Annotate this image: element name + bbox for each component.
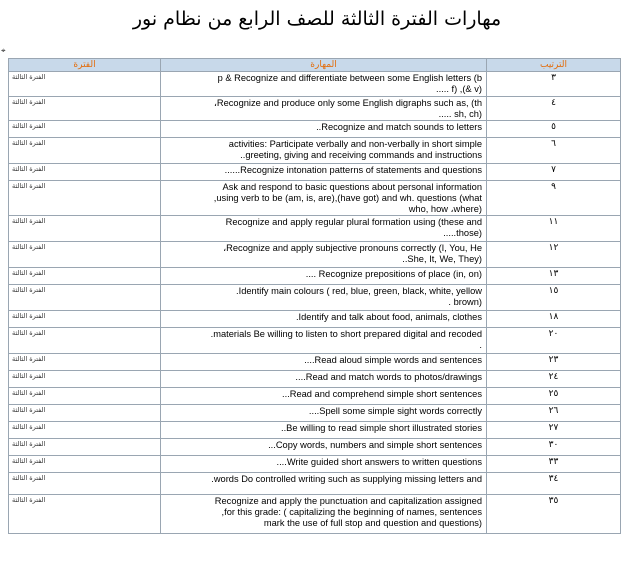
skill-cell (161, 97, 487, 121)
order-cell: ٢٤ (487, 371, 621, 388)
skill-line: Ask and respond to basic questions about personal information (222, 182, 482, 192)
table-row (9, 138, 621, 164)
skill-line: Recognize and produce only some English digraphs such as, (th، (213, 98, 482, 108)
skill-line: (sh, ch ..... (438, 109, 482, 119)
period-cell: الفترة الثالثة (9, 456, 161, 473)
period-cell: الفترة الثالثة (9, 97, 161, 121)
order-cell: ٥ (487, 121, 621, 138)
table-row (9, 72, 621, 97)
period-cell: الفترة الثالثة (9, 72, 161, 97)
header-period: الفترة (9, 59, 161, 72)
period-cell: الفترة الثالثة (9, 439, 161, 456)
order-cell: ٢٦ (487, 405, 621, 422)
period-cell: الفترة الثالثة (9, 354, 161, 371)
table-row (9, 405, 621, 422)
skill-line: Identify main colours ( red, blue, green, black, white, yellow. (236, 286, 482, 296)
table-row (9, 456, 621, 473)
skill-line: . (479, 340, 482, 350)
skill-cell (161, 328, 487, 354)
order-cell: ٣٥ (487, 495, 621, 534)
skill-line: (She, It, We, They.. (402, 254, 482, 264)
skill-line: p & Recognize and differentiate between some English letters (b (217, 73, 482, 83)
order-cell: ١٥ (487, 285, 621, 311)
skill-cell (161, 495, 487, 534)
skill-line: Recognize and apply regular plural formation using (these and (225, 217, 482, 227)
order-cell: ٤ (487, 97, 621, 121)
order-cell: ١٨ (487, 311, 621, 328)
order-cell: ١١ (487, 216, 621, 242)
table-row (9, 473, 621, 495)
order-cell: ٢٠ (487, 328, 621, 354)
table-row (9, 242, 621, 268)
table-header-row (9, 59, 621, 72)
skill-cell (161, 311, 487, 328)
skill-cell (161, 164, 487, 181)
table-row (9, 268, 621, 285)
period-cell: الفترة الثالثة (9, 371, 161, 388)
table-row (9, 354, 621, 371)
skill-cell (161, 216, 487, 242)
skill-line: Recognize intonation patterns of statements and questions...... (224, 165, 482, 175)
skill-line: Spell some simple sight words correctly.... (308, 406, 482, 416)
skill-cell (161, 439, 487, 456)
skill-cell (161, 473, 487, 495)
skill-cell (161, 456, 487, 473)
period-cell: الفترة الثالثة (9, 495, 161, 534)
skill-cell (161, 138, 487, 164)
skill-line: Be willing to read simple short illustrated stories.. (280, 423, 482, 433)
table-row (9, 311, 621, 328)
skill-line: for this grade: ( capitalizing the beginning of names, sentences, (221, 507, 482, 517)
period-cell: الفترة الثالثة (9, 181, 161, 216)
skill-line: greeting, giving and receiving commands and instructions.. (240, 150, 482, 160)
period-cell: الفترة الثالثة (9, 216, 161, 242)
order-cell: ٢٥ (487, 388, 621, 405)
skill-cell (161, 181, 487, 216)
skill-line: using verb to be (am, is, are),(have got) and wh. questions (what, (213, 193, 482, 203)
table-body (9, 72, 621, 534)
order-cell: ٣٣ (487, 456, 621, 473)
period-cell: الفترة الثالثة (9, 164, 161, 181)
order-cell: ٢٧ (487, 422, 621, 439)
skill-line: Recognize and apply the punctuation and capitalization assigned (214, 496, 482, 506)
period-cell: الفترة الثالثة (9, 242, 161, 268)
skill-line: (mark the use of full stop and question and questions (263, 518, 482, 528)
skill-line: (those..... (443, 228, 482, 238)
table-row (9, 439, 621, 456)
order-cell: ٩ (487, 181, 621, 216)
skill-cell (161, 242, 487, 268)
order-cell: ٧ (487, 164, 621, 181)
period-cell: الفترة الثالثة (9, 268, 161, 285)
order-cell: ٣٤ (487, 473, 621, 495)
skill-line: Identify and talk about food, animals, clothes. (295, 312, 482, 322)
header-order: الترتيب (487, 59, 621, 72)
order-cell: ٣ (487, 72, 621, 97)
skill-cell (161, 371, 487, 388)
period-cell: الفترة الثالثة (9, 311, 161, 328)
skill-line: (v &), (f ..... (435, 84, 482, 94)
skill-cell (161, 388, 487, 405)
period-cell: الفترة الثالثة (9, 121, 161, 138)
skill-cell (161, 354, 487, 371)
skills-table (8, 58, 621, 534)
header-skill: المهارة (161, 59, 487, 72)
table-row (9, 388, 621, 405)
skill-line: Recognize and match sounds to letters.. (316, 122, 482, 132)
skill-line: Read and match words to photos/drawings.... (295, 372, 482, 382)
table-row (9, 181, 621, 216)
table-row (9, 371, 621, 388)
table-row (9, 495, 621, 534)
order-cell: ١٣ (487, 268, 621, 285)
table-row (9, 121, 621, 138)
period-cell: الفترة الثالثة (9, 285, 161, 311)
table-row (9, 164, 621, 181)
skill-cell (161, 422, 487, 439)
period-cell: الفترة الثالثة (9, 328, 161, 354)
table-row (9, 216, 621, 242)
period-cell: الفترة الثالثة (9, 422, 161, 439)
table-row (9, 328, 621, 354)
period-cell: الفترة الثالثة (9, 388, 161, 405)
skill-line: Read aloud simple words and sentences.... (304, 355, 482, 365)
order-cell: ٦ (487, 138, 621, 164)
page-title: مهارات الفترة الثالثة للصف الرابع من نظام نور (132, 8, 502, 30)
skill-cell (161, 121, 487, 138)
skill-line: Recognize and apply subjective pronouns correctly (I, You, He، (223, 243, 482, 253)
skill-line: materials Be willing to listen to short prepared digital and recoded. (210, 329, 482, 339)
order-cell: ٣٠ (487, 439, 621, 456)
skill-cell (161, 268, 487, 285)
table-row (9, 422, 621, 439)
period-cell: الفترة الثالثة (9, 473, 161, 495)
period-cell: الفترة الثالثة (9, 138, 161, 164)
period-cell: الفترة الثالثة (9, 405, 161, 422)
skill-cell (161, 285, 487, 311)
table-row (9, 285, 621, 311)
skill-line: activities: Participate verbally and non-verbally in short simple (228, 139, 482, 149)
skill-cell (161, 72, 487, 97)
skill-line: Write guided short answers to written questions.... (276, 457, 482, 467)
order-cell: ٢٣ (487, 354, 621, 371)
table-row (9, 97, 621, 121)
skill-cell (161, 405, 487, 422)
skill-line: Copy words, numbers and simple short sentences... (268, 440, 482, 450)
order-cell: ١٢ (487, 242, 621, 268)
skill-line: (who, how ،where (408, 204, 482, 214)
skill-line: words Do controlled writing such as supplying missing letters and. (211, 474, 482, 484)
table-anchor-icon[interactable]: ⌖ (1, 46, 6, 55)
skill-line: (brown . (448, 297, 482, 307)
skill-line: (Recognize prepositions of place (in, on .... (305, 269, 482, 279)
skill-line: Read and comprehend simple short sentences... (282, 389, 482, 399)
